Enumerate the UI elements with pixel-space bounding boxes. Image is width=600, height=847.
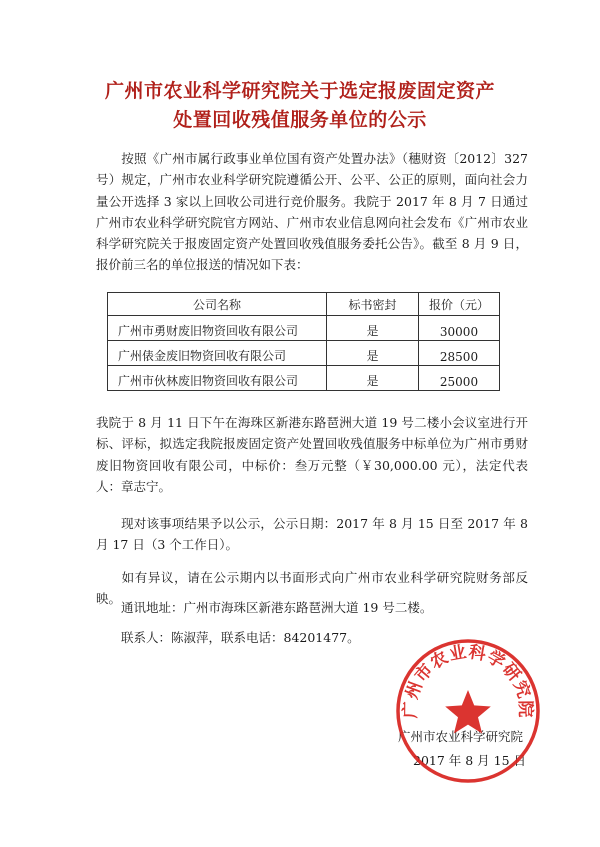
company-name-cell: 广州市伙林废旧物资回收有限公司 [108, 366, 327, 391]
sealed-cell: 是 [327, 341, 419, 366]
company-name-cell: 广州市勇财废旧物资回收有限公司 [108, 316, 327, 341]
table-row [108, 316, 500, 341]
company-name-cell: 广州俵金废旧物资回收有限公司 [108, 341, 327, 366]
notice-title-line-1: 广州市农业科学研究院关于选定报废固定资产 [104, 80, 495, 102]
notice-title-line-2: 处置回收残值服务单位的公示 [173, 109, 427, 131]
price-cell: 25000 [419, 366, 500, 391]
bid-quotes-table [107, 292, 500, 391]
intro-paragraph [96, 148, 528, 276]
header-quote-price: 报价（元） [419, 293, 500, 316]
price-cell: 28500 [419, 341, 500, 366]
table-header-row [108, 293, 500, 316]
objection-paragraph-text: 如有异议，请在公示期内以书面形式向广州市农业科学研究院财务部反映。 [96, 570, 528, 607]
address-paragraph [96, 597, 528, 618]
contact-paragraph-text: 联系人：陈淑萍，联系电话：84201477。 [121, 630, 360, 645]
table-row [108, 341, 500, 366]
address-paragraph-text: 通讯地址：广州市海珠区新港东路琶洲大道 19 号二楼。 [121, 600, 433, 615]
header-bid-sealed: 标书密封 [327, 293, 419, 316]
signature-date: 2017 年 8 月 15 日 [413, 753, 527, 768]
sealed-cell: 是 [327, 366, 419, 391]
seal-star-icon [445, 690, 491, 734]
seal-arc-text: 广州市农业科学研究院 [400, 642, 536, 719]
table-row [108, 366, 500, 391]
result-paragraph: 我院于 8 月 11 日下午在海珠区新港东路琶洲大道 19 号二楼小会议室进行开标、评标，拟选定我院报废固定资产处置回收残值服务中标单位为广州市勇财废旧物资回收有限公司，中标价：叁万元整（￥30,000.00 元），法定代表人：章志宁。 [96, 415, 528, 494]
official-seal-stamp [393, 636, 543, 786]
publicity-paragraph [96, 513, 528, 556]
header-company-name: 公司名称 [108, 293, 327, 316]
publicity-paragraph-text: 现对该事项结果予以公示，公示日期：2017 年 8 月 15 日至 2017 年 8 月 17 日（3 个工作日）。 [96, 516, 528, 553]
signature-organization: 广州市农业科学研究院 [398, 729, 524, 744]
price-cell: 30000 [419, 316, 500, 341]
intro-paragraph-text: 按照《广州市属行政事业单位国有资产处置办法》（穗财资〔2012〕327 号）规定，广州市农业科学研究院遵循公开、公平、公正的原则，面向社会力量公开选择 3 家以上回收公司进行竞价服务。我院于 2017 年 8 月 7 日通过广州市农业科学研究院官方网站、广州市农业信息网向社会发布《广州市农业科学研究院关于报废固定资产处置回收残值服务委托公告》。截至 8 月 9 日，报价前三名的单位报送的情况如下表： [96, 151, 528, 273]
sealed-cell: 是 [327, 316, 419, 341]
